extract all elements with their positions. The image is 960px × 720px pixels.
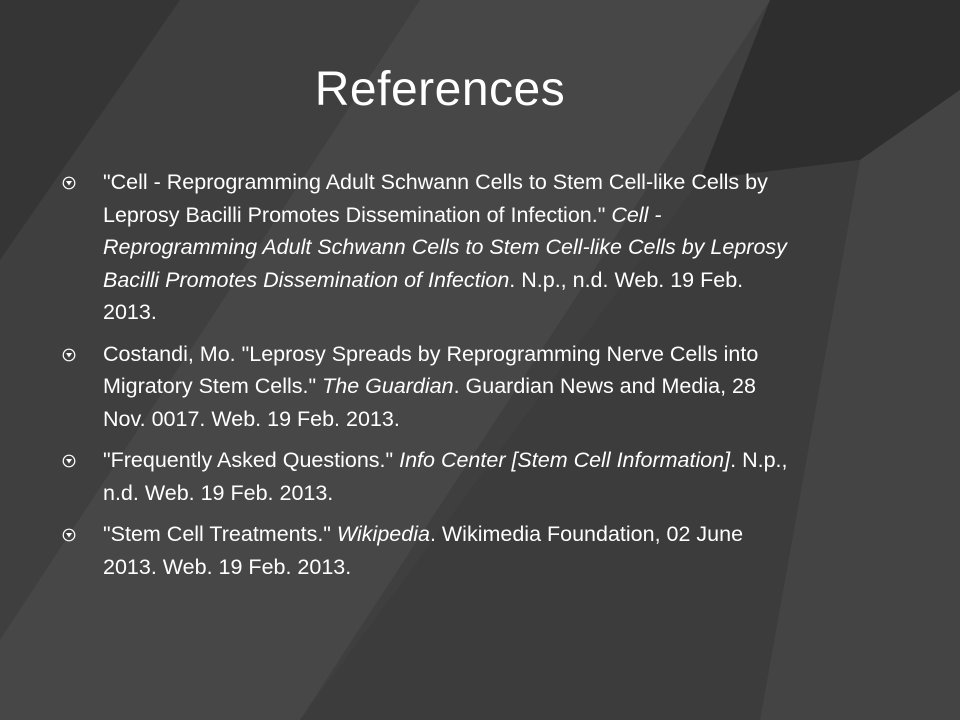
circled-arrow-icon [62, 176, 76, 190]
references-list [60, 166, 800, 592]
circled-arrow-icon [62, 348, 76, 362]
reference-text: Costandi, Mo. "Leprosy Spreads by Reprogramming Nerve Cells into Migratory Stem Cells." [103, 341, 759, 398]
reference-item [60, 166, 800, 329]
reference-item [60, 518, 800, 583]
reference-text: "Cell - Reprogramming Adult Schwann Cells to Stem Cell-like Cells by Leprosy Bacilli Promotes Dissemination of Infection." [103, 170, 768, 227]
reference-title: Info Center [Stem Cell Information] [399, 448, 731, 472]
reference-details: . N.p., n.d. Web. 19 Feb. 2013. [103, 267, 744, 324]
reference-details: . Wikimedia Foundation, 02 June 2013. Web. 19 Feb. 2013. [103, 522, 744, 579]
reference-item [60, 338, 800, 436]
circled-arrow-icon [62, 528, 76, 542]
reference-title: Wikipedia [336, 522, 430, 546]
slide-title: References [314, 63, 566, 116]
reference-title: The Guardian [322, 374, 454, 398]
reference-details: . N.p., n.d. Web. 19 Feb. 2013. [103, 448, 788, 505]
reference-text: "Stem Cell Treatments." [103, 522, 337, 546]
circled-arrow-icon [62, 454, 76, 468]
reference-item [60, 444, 800, 509]
reference-details: . Guardian News and Media, 28 Nov. 0017. Web. 19 Feb. 2013. [103, 374, 756, 431]
reference-title: Cell - Reprogramming Adult Schwann Cells to Stem Cell-like Cells by Leprosy Bacilli Promotes Dissemination of Infection [103, 202, 787, 292]
reference-text: "Frequently Asked Questions." [103, 448, 400, 472]
